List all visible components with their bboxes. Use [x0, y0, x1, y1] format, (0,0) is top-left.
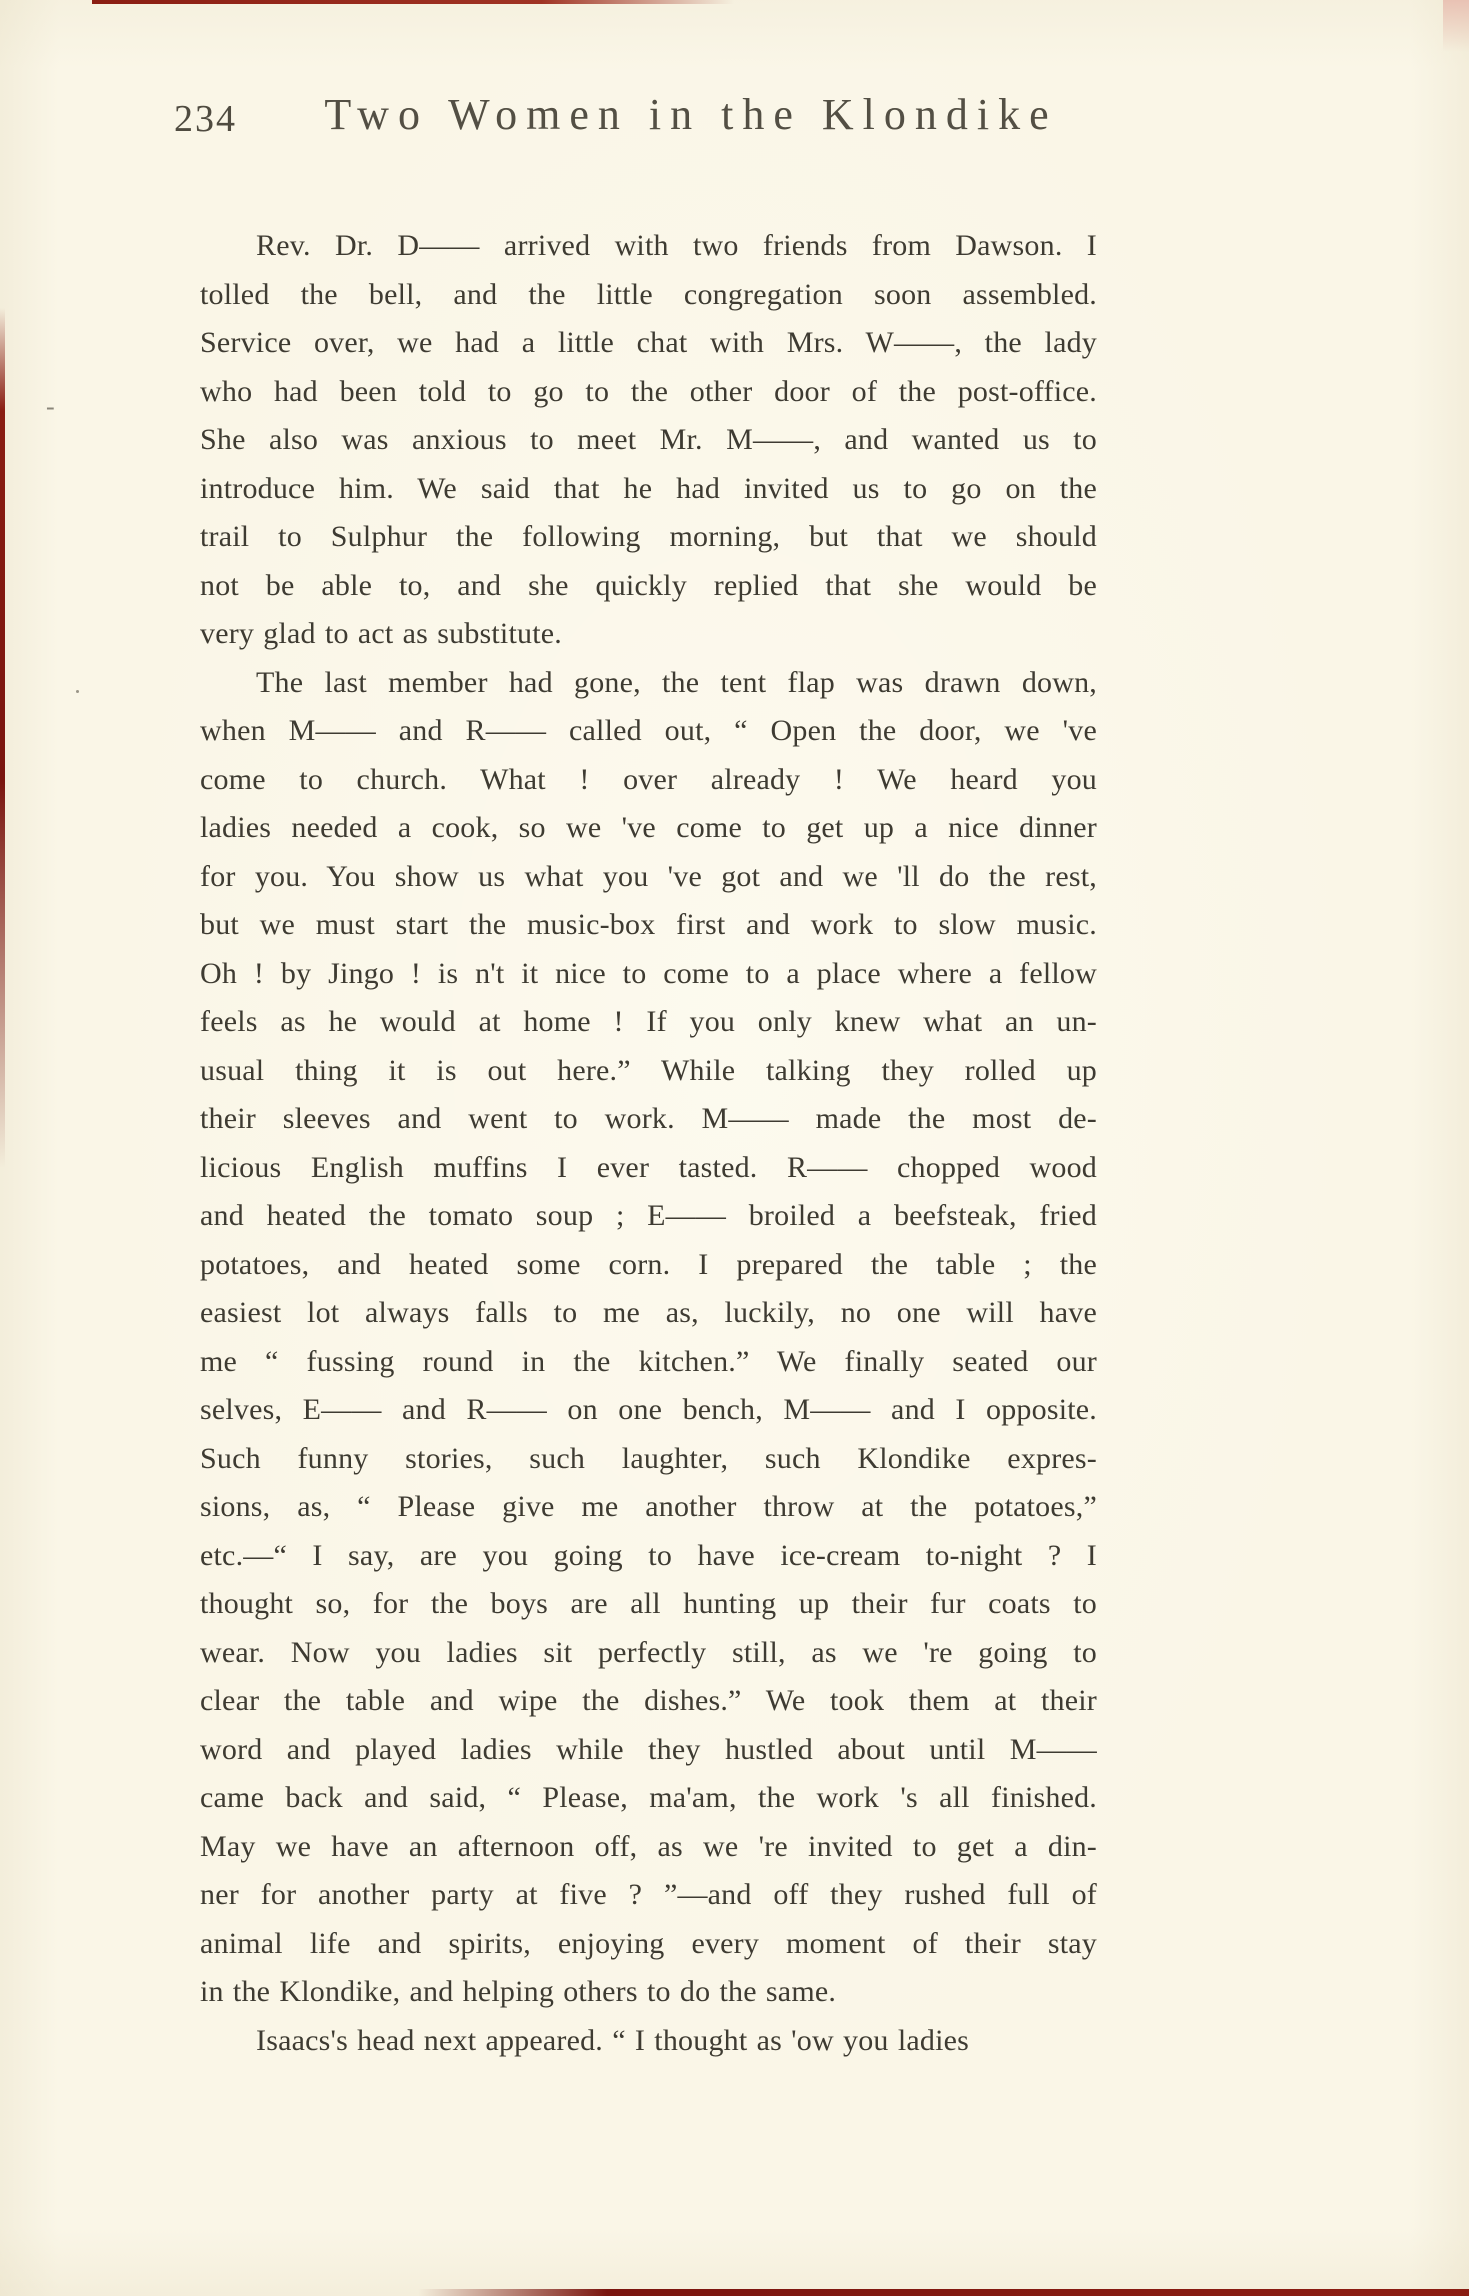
- page-number: 234: [174, 98, 237, 140]
- text-line: easiest lot always falls to me as, luckily, no one will have: [200, 1296, 1097, 1329]
- text-line: Service over, we had a little chat with Mrs. W——, the lady: [200, 326, 1097, 359]
- text-line: but we must start the music-box first and work to slow music.: [200, 908, 1097, 941]
- text-line: who had been told to go to the other door of the post-office.: [200, 374, 1097, 408]
- text-line: etc.—“ I say, are you going to have ice-cream to-night ? I: [200, 1538, 1097, 1572]
- text-line: Isaacs's head next appeared. “ I thought as 'ow you ladies: [256, 2023, 970, 2057]
- scan-edge-top: [92, 0, 734, 4]
- margin-mark: -: [46, 392, 55, 421]
- text-line: usual thing it is out here.” While talking they rolled up: [200, 1053, 1097, 1087]
- text-line: for you. You show us what you 've got and we 'll do the rest,: [200, 859, 1097, 893]
- text-line: She also was anxious to meet Mr. M——, and wanted us to: [200, 423, 1097, 456]
- text-line: feels as he would at home ! If you only knew what an un-: [200, 1005, 1097, 1038]
- page-text: [200, 222, 1097, 2065]
- text-line: selves, E—— and R—— on one bench, M—— and I opposite.: [200, 1393, 1097, 1426]
- text-line: clear the table and wipe the dishes.” We took them at their: [200, 1684, 1097, 1717]
- scan-edge-bottom: [418, 2289, 1469, 2296]
- text-line: animal life and spirits, enjoying every moment of their stay: [200, 1926, 1097, 1960]
- paragraph: [200, 659, 1097, 2017]
- text-line: May we have an afternoon off, as we 're invited to get a din-: [200, 1829, 1097, 1863]
- text-line: when M—— and R—— called out, “ Open the door, we 've: [200, 714, 1097, 747]
- text-line: very glad to act as substitute.: [200, 617, 562, 650]
- scan-edge-left: [0, 308, 5, 1168]
- text-line: in the Klondike, and helping others to do the same.: [200, 1975, 837, 2008]
- text-line: trail to Sulphur the following morning, but that we should: [200, 520, 1097, 553]
- text-line: Rev. Dr. D—— arrived with two friends from Dawson. I: [256, 229, 1097, 262]
- text-line: not be able to, and she quickly replied that she would be: [200, 568, 1097, 602]
- text-line: licious English muffins I ever tasted. R—— chopped wood: [200, 1150, 1097, 1184]
- running-title: Two Women in the Klondike: [324, 90, 1058, 139]
- text-line: word and played ladies while they hustled about until M——: [200, 1732, 1097, 1766]
- text-line: thought so, for the boys are all hunting up their fur coats to: [200, 1587, 1097, 1620]
- text-line: came back and said, “ Please, ma'am, the work 's all finished.: [200, 1781, 1097, 1814]
- text-line: ner for another party at five ? ”—and off they rushed full of: [200, 1878, 1097, 1911]
- scan-edge-right: [1443, 0, 1469, 52]
- text-line: tolled the bell, and the little congregation soon assembled.: [200, 277, 1097, 311]
- margin-speck: [76, 690, 79, 693]
- text-line: Oh ! by Jingo ! is n't it nice to come to a place where a fellow: [200, 956, 1097, 990]
- text-line: introduce him. We said that he had invited us to go on the: [200, 471, 1097, 505]
- paragraph: [200, 222, 1097, 659]
- text-line: their sleeves and went to work. M—— made the most de-: [200, 1102, 1097, 1135]
- text-line: sions, as, “ Please give me another throw at the potatoes,”: [200, 1490, 1097, 1523]
- text-line: ladies needed a cook, so we 've come to get up a nice dinner: [200, 811, 1097, 844]
- text-line: potatoes, and heated some corn. I prepared the table ; the: [200, 1247, 1097, 1281]
- text-line: wear. Now you ladies sit perfectly still, as we 're going to: [200, 1635, 1097, 1669]
- text-line: The last member had gone, the tent flap was drawn down,: [256, 665, 1097, 699]
- text-line: come to church. What ! over already ! We heard you: [200, 762, 1097, 796]
- text-line: me “ fussing round in the kitchen.” We finally seated our: [200, 1344, 1097, 1378]
- paragraph: [200, 2017, 1097, 2066]
- text-line: Such funny stories, such laughter, such Klondike expres-: [200, 1441, 1097, 1475]
- text-line: and heated the tomato soup ; E—— broiled a beefsteak, fried: [200, 1199, 1097, 1232]
